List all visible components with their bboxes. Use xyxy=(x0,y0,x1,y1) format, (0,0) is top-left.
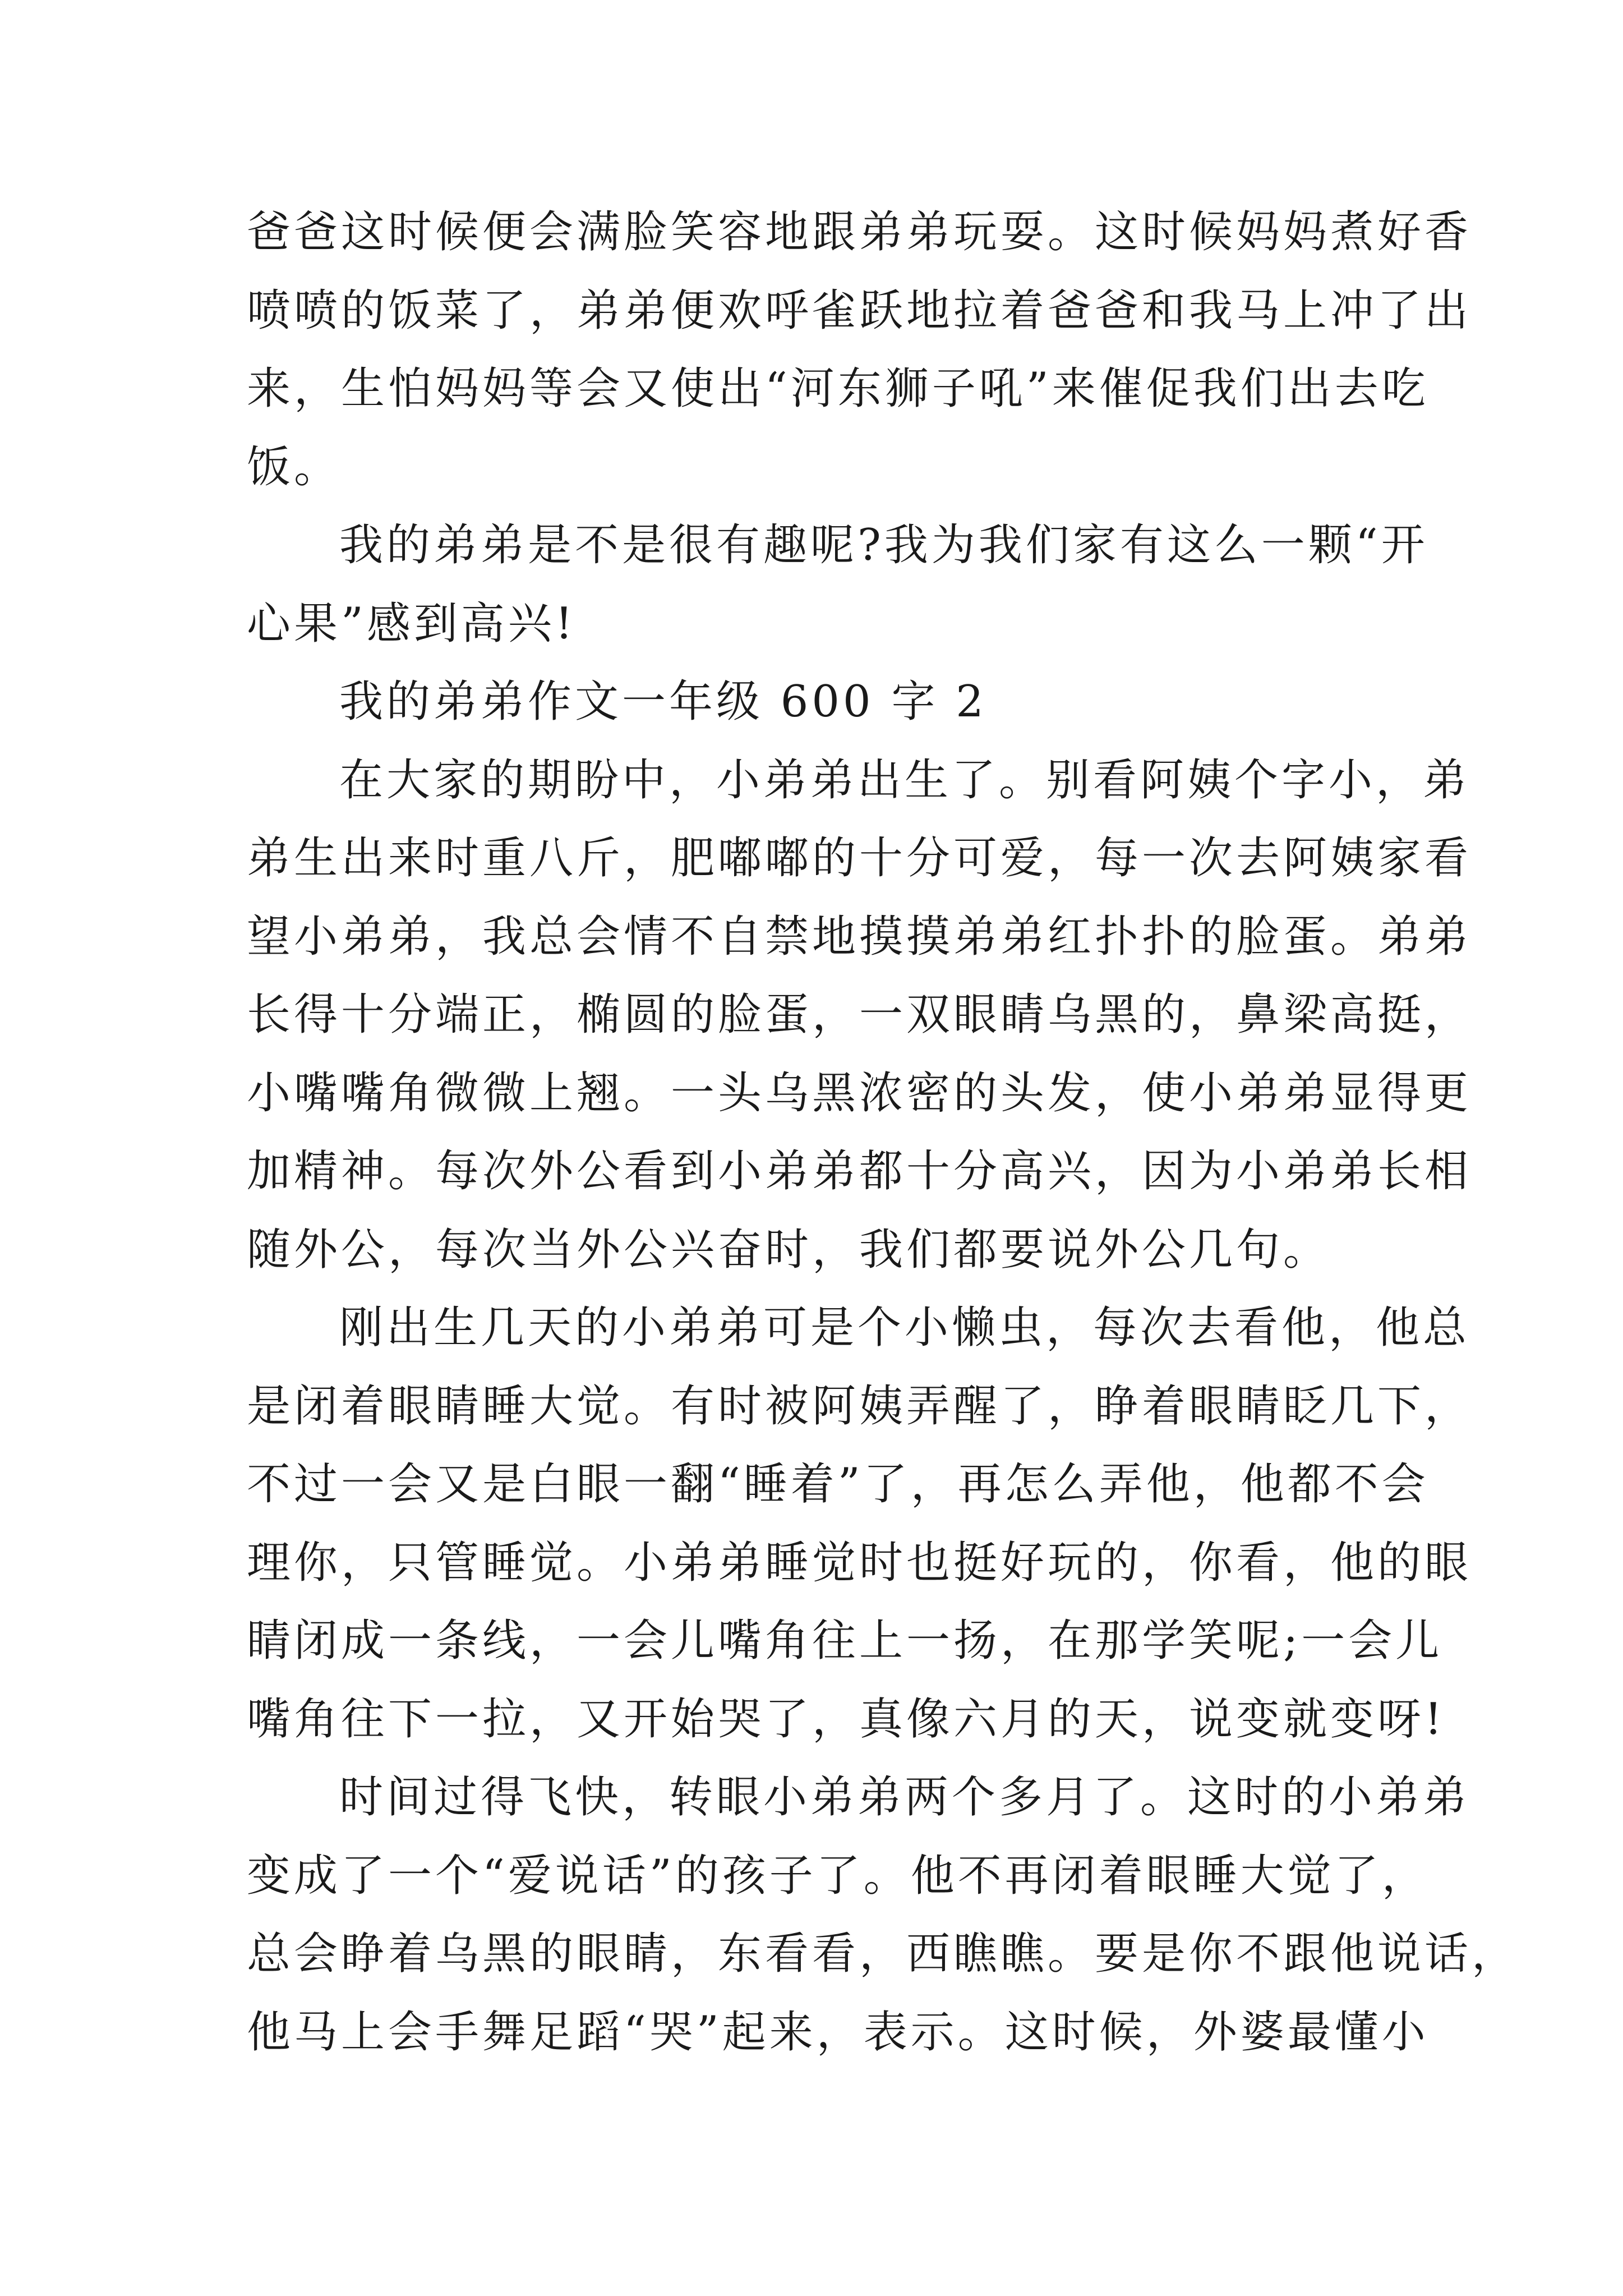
text-line: 我的弟弟作文一年级 600 字 2 xyxy=(339,677,987,727)
text-line: 弟生出来时重八斤，肥嘟嘟的十分可爱，每一次去阿姨家看 xyxy=(247,833,1472,884)
text-line: 他马上会手舞足蹈“哭”起来，表示。这时候，外婆最懂小 xyxy=(247,2007,1429,2058)
text-line: 睛闭成一条线，一会儿嘴角往上一扬，在那学笑呢;一会儿 xyxy=(247,1616,1443,1666)
text-line: 总会睁着乌黑的眼睛，东看看，西瞧瞧。要是你不跟他说话， xyxy=(247,1929,1519,1979)
text-line: 爸爸这时候便会满脸笑容地跟弟弟玩耍。这时候妈妈煮好香 xyxy=(247,207,1472,257)
text-line: 望小弟弟，我总会情不自禁地摸摸弟弟红扑扑的脸蛋。弟弟 xyxy=(247,911,1472,962)
text-line: 长得十分端正，椭圆的脸蛋，一双眼睛乌黑的，鼻梁高挺， xyxy=(247,990,1472,1040)
text-line: 我的弟弟是不是很有趣呢?我为我们家有这么一颗“开 xyxy=(339,520,1428,570)
text-line: 时间过得飞快，转眼小弟弟两个多月了。这时的小弟弟 xyxy=(339,1772,1470,1823)
text-line: 加精神。每次外公看到小弟弟都十分高兴，因为小弟弟长相 xyxy=(247,1146,1472,1197)
text-line: 喷喷的饭菜了，弟弟便欢呼雀跃地拉着爸爸和我马上冲了出 xyxy=(247,285,1472,336)
text-line: 不过一会又是白眼一翻“睡着”了，再怎么弄他，他都不会 xyxy=(247,1459,1429,1510)
text-line: 小嘴嘴角微微上翘。一头乌黑浓密的头发，使小弟弟显得更 xyxy=(247,1068,1472,1119)
text-line: 来，生怕妈妈等会又使出“河东狮子吼”来催促我们出去吃 xyxy=(247,364,1429,414)
text-line: 刚出生几天的小弟弟可是个小懒虫，每次去看他，他总 xyxy=(339,1303,1470,1353)
text-line: 理你，只管睡觉。小弟弟睡觉时也挺好玩的，你看，他的眼 xyxy=(247,1537,1472,1588)
document-body xyxy=(247,194,1519,2072)
text-line: 嘴角往下一拉，又开始哭了，真像六月的天，说变就变呀! xyxy=(247,1694,1446,1745)
text-line: 在大家的期盼中，小弟弟出生了。别看阿姨个字小，弟 xyxy=(339,754,1470,806)
text-line: 随外公，每次当外公兴奋时，我们都要说外公几句。 xyxy=(247,1224,1331,1275)
text-line: 心果”感到高兴! xyxy=(247,598,577,649)
text-line: 变成了一个“爱说话”的孩子了。他不再闭着眼睡大觉了， xyxy=(247,1850,1429,1901)
text-line: 饭。 xyxy=(247,441,342,493)
text-line: 是闭着眼睛睡大觉。有时被阿姨弄醒了，睁着眼睛眨几下， xyxy=(247,1381,1472,1432)
